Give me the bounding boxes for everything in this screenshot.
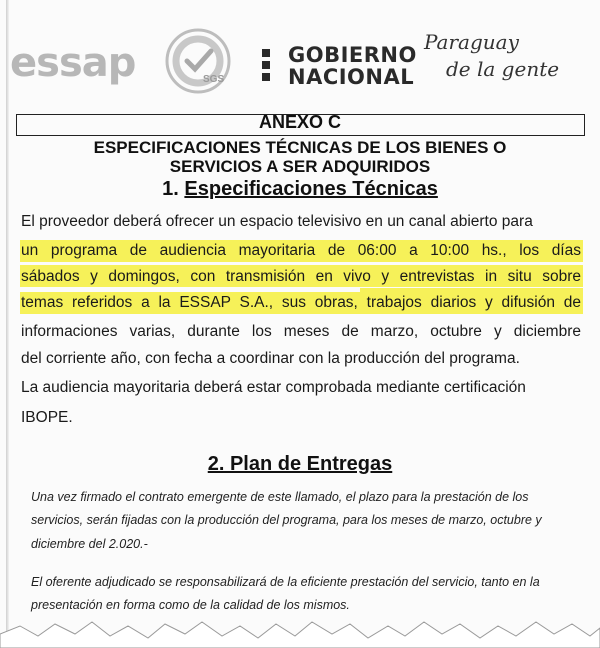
section2-para1-line: servicios, serán fijadas con la producción del programa, para los meses de marzo, octubre y: [31, 513, 542, 527]
section1-line: temas referidos a la ESSAP S.A., sus obras, trabajos diarios y difusión de: [21, 294, 581, 311]
gov-line1: GOBIERNO: [288, 43, 417, 67]
section1-line: del corriente año, con fecha a coordinar con la producción del programa.: [21, 350, 520, 367]
section1-line: El proveedor deberá ofrecer un espacio televisivo en un canal abierto para: [21, 213, 533, 230]
sgs-label: SGS: [203, 74, 225, 85]
section1-line: un programa de audiencia mayoritaria de 06:00 a 10:00 hs., los días: [21, 242, 581, 259]
section1-line: IBOPE.: [21, 409, 73, 426]
section1-line: informaciones varias, durante los meses de marzo, octubre y diciembre: [21, 323, 581, 340]
section2-para2-line: El oferente adjudicado se responsabilizará de la eficiente prestación del servicio, tanto en la: [31, 575, 540, 589]
gov-squares-icon: [262, 47, 280, 83]
section1-line: sábados y domingos, con transmisión en vivo y entrevistas in situ sobre: [21, 268, 581, 285]
annex-heading-line1: ESPECIFICACIONES TÉCNICAS DE LOS BIENES O: [93, 138, 507, 157]
checkmark-icon: [187, 51, 211, 69]
gov-line2: NACIONAL: [288, 65, 415, 89]
slogan-paraguay: Paraguay: [424, 30, 519, 54]
slogan-de-la-gente: de la gente: [446, 57, 560, 81]
annex-title: ANEXO C: [258, 112, 341, 132]
section1-line: La audiencia mayoritaria deberá estar comprobada mediante certificación: [21, 379, 526, 396]
section1-number: 1.: [162, 178, 179, 200]
torn-paper-edge: [0, 612, 600, 648]
essap-logo: essap: [10, 40, 136, 86]
page-edge-shadow: [6, 0, 9, 648]
section2-para1-line: diciembre del 2.020.-: [31, 537, 148, 551]
section2-para2-line: presentación en forma como de la calidad de los mismos.: [31, 598, 350, 612]
section2-title: 2. Plan de Entregas: [207, 453, 393, 475]
section1-title-text: Especificaciones Técnicas: [184, 178, 438, 200]
annex-heading-line2: SERVICIOS A SER ADQUIRIDOS: [169, 157, 431, 176]
section1-title: [0, 178, 600, 201]
section2-para1-line: Una vez firmado el contrato emergente de este llamado, el plazo para la prestación de los: [31, 490, 529, 504]
